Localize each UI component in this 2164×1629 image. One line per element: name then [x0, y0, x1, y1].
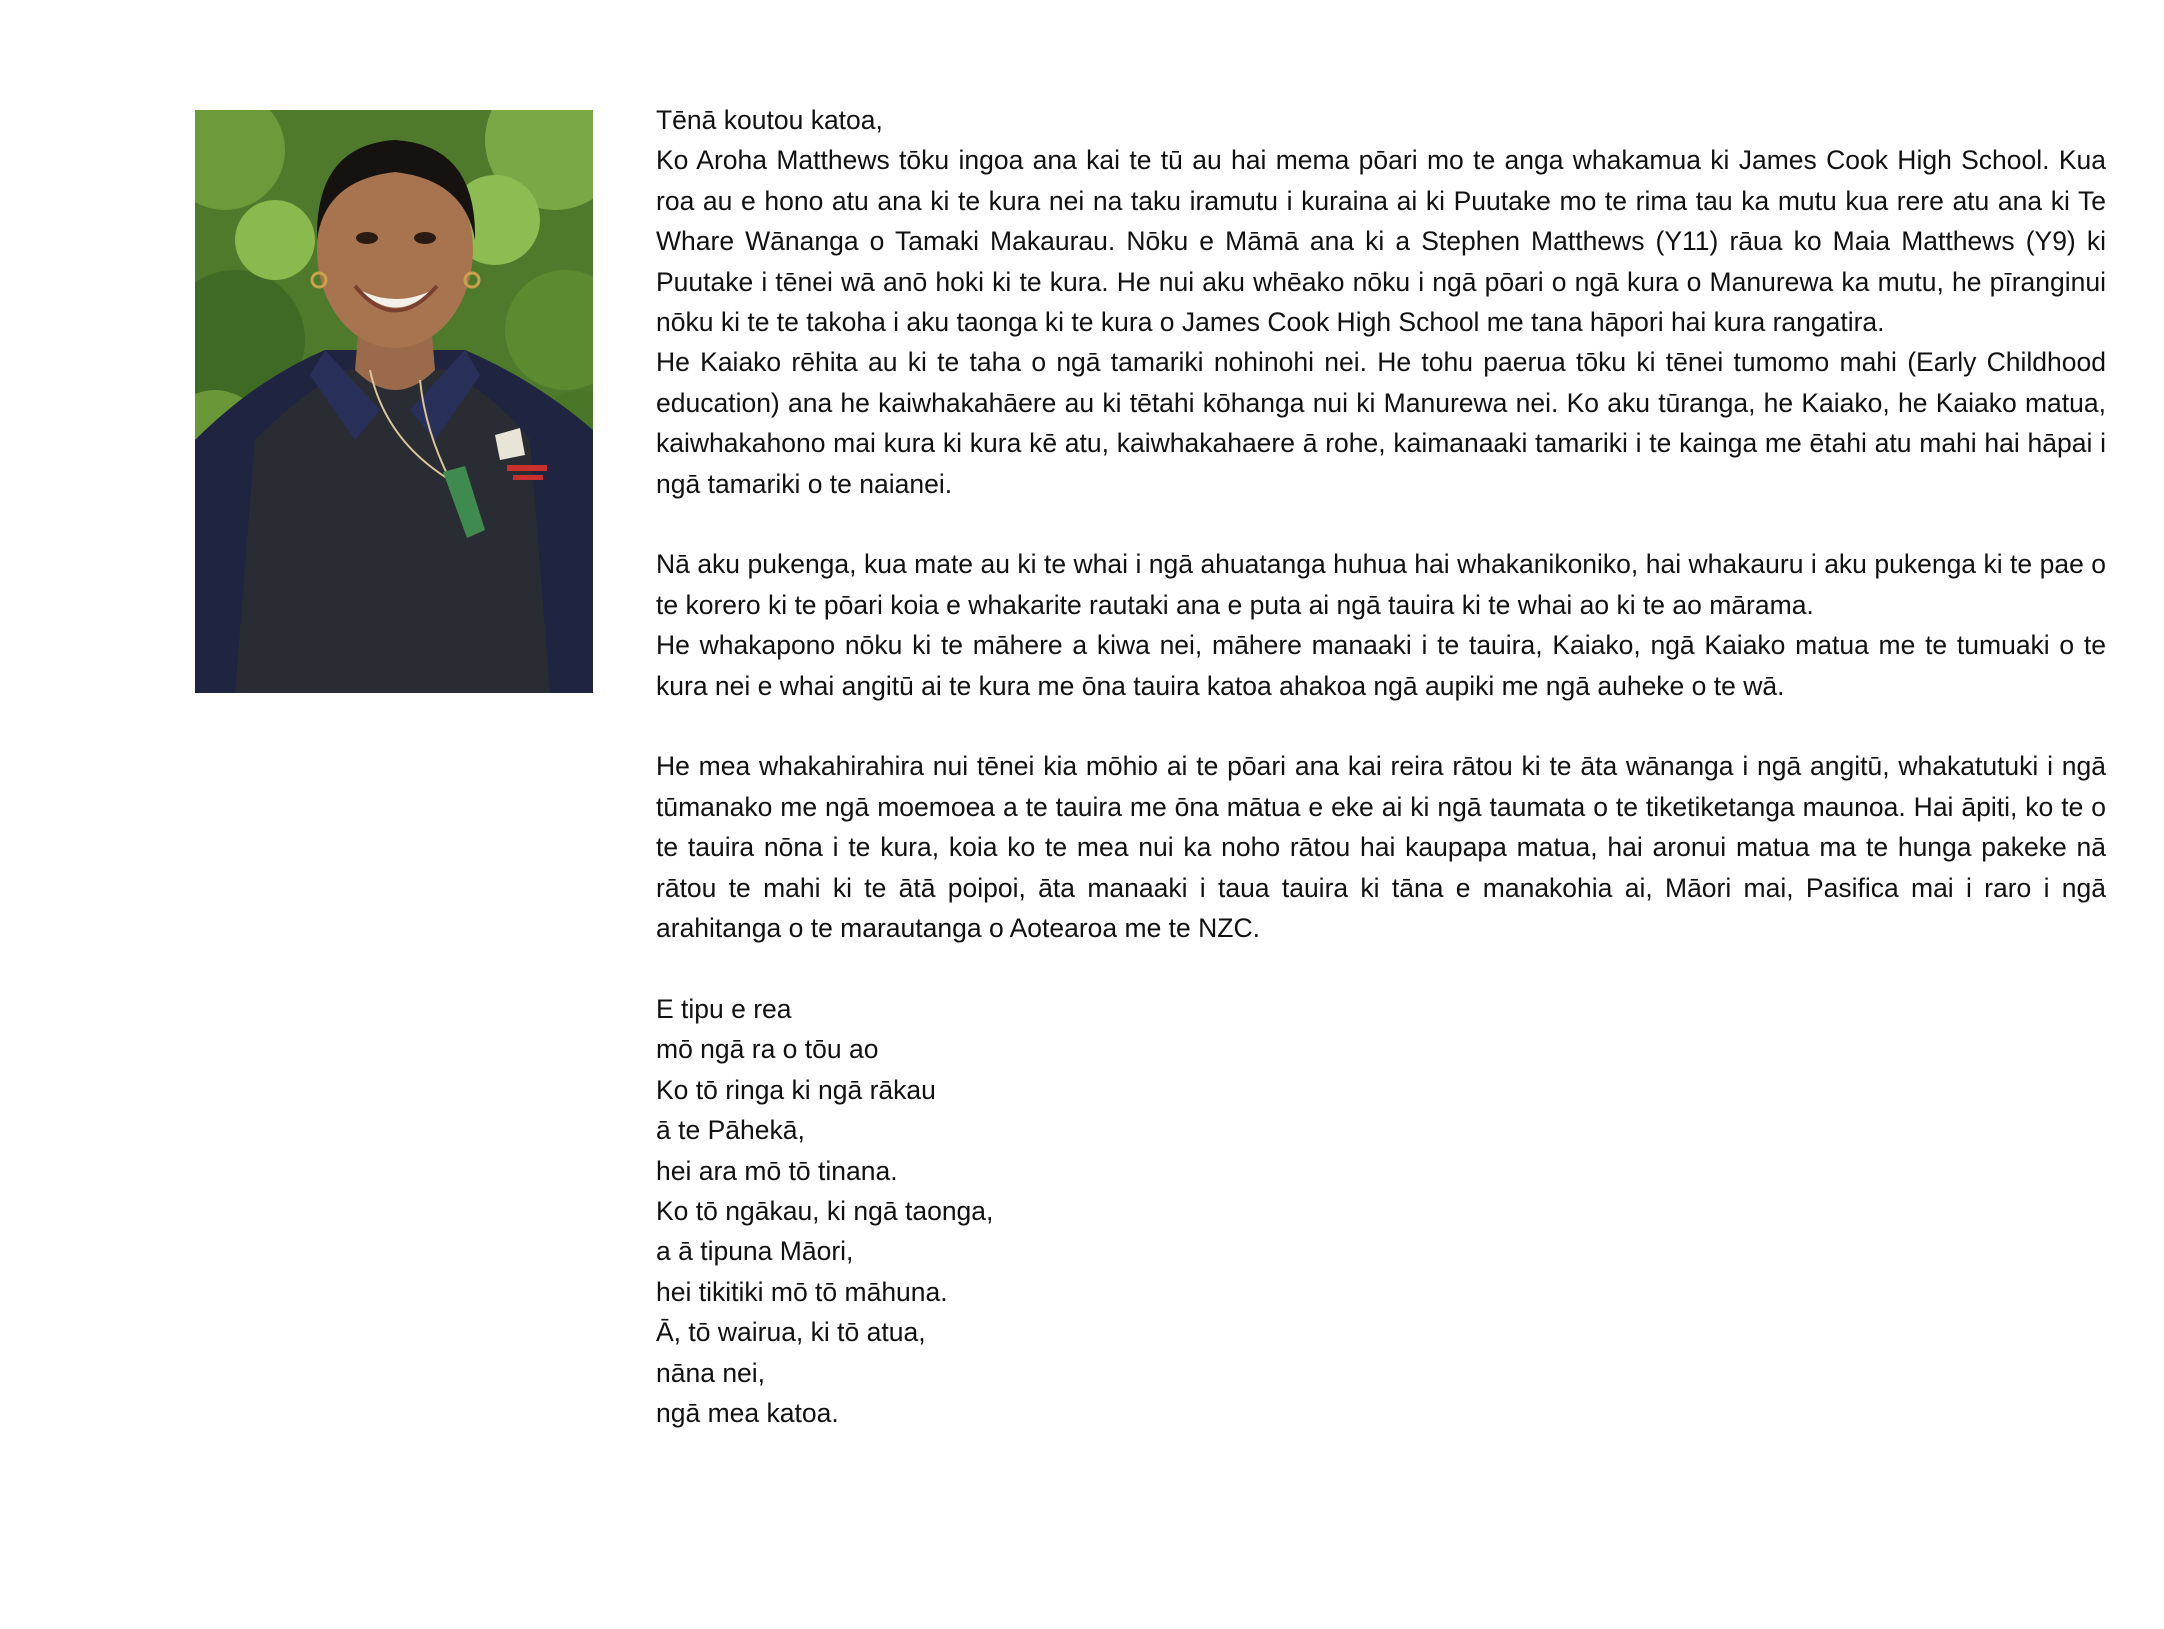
poem — [656, 989, 2106, 1433]
greeting: Tēnā koutou katoa, — [656, 105, 883, 135]
paragraph-belief: He whakapono nōku ki te māhere a kiwa nei, māhere manaaki i te tauira, Kaiako, ngā Kaiako matua me te tumuaki o te kura nei e whai angitū ai te kura me ōna tauira katoa ahakoa ngā aupiki me ngā auheke o te wā. — [656, 630, 2106, 701]
poem-line: ā te Pāhekā, — [656, 1115, 805, 1146]
poem-line: hei tikitiki mō tō māhuna. — [656, 1276, 948, 1307]
poem-line: Ko tō ngākau, ki ngā taonga, — [656, 1195, 994, 1226]
letter-body — [656, 100, 2106, 1433]
poem-line: ngā mea katoa. — [656, 1397, 839, 1428]
paragraph-experience: He Kaiako rēhita au ki te taha o ngā tamariki nohinohi nei. He tohu paerua tōku ki tēnei tumomo mahi (Early Childhood education) ana he kaiwhakahāere au ki tētahi kōhanga nui ki Manurewa nei. Ko aku tūranga, he Kaiako, he Kaiako matua, kaiwhakahono mai kura ki kura kē atu, kaiwhakahaere ā rohe, kaimanaaki tamariki i te kainga me ētahi atu mahi hai hāpai i ngā tamariki o te naianei. — [656, 347, 2106, 499]
poem-line: Ko tō ringa ki ngā rākau — [656, 1074, 936, 1105]
paragraph-skills: Nā aku pukenga, kua mate au ki te whai i ngā ahuatanga huhua hai whakanikoniko, hai whakauru i aku pukenga ki te pae o te korero ki te pōari koia e whakarite rautaki ana e puta ai ngā tauira ki te whai ao ki te ao mārama. — [656, 549, 2106, 620]
poem-line: Ā, tō wairua, ki tō atua, — [656, 1317, 926, 1348]
portrait-illustration — [195, 110, 593, 693]
paragraph-introduction: Ko Aroha Matthews tōku ingoa ana kai te tū au hai mema pōari mo te anga whakamua ki James Cook High School. Kua roa au e hono atu ana ki te kura nei na taku iramutu i kuraina ai ki Puutake mo te rima tau ka mutu kua rere atu ana ki Te Whare Wānanga o Tamaki Makaurau. Nōku e Māmā ana ki a Stephen Matthews (Y11) rāua ko Maia Matthews (Y9) ki Puutake i tēnei wā anō hoki ki te kura. He nui aku whēako nōku i ngā pōari o ngā kura o Manurewa ka mutu, he pīranginui nōku ki te te takoha i aku taonga ki te kura o James Cook High School me tana hāpori hai kura rangatira. — [656, 145, 2106, 338]
poem-line: nāna nei, — [656, 1357, 766, 1388]
poem-line: E tipu e rea — [656, 993, 792, 1024]
poem-line: hei ara mō tō tinana. — [656, 1155, 898, 1186]
paragraph-priorities: He mea whakahirahira nui tēnei kia mōhio ai te pōari ana kai reira rātou ki te āta wānanga i ngā angitū, whakatutuki i ngā tūmanako me ngā moemoea a te tauira me ōna mātua e eke ai ki ngā taumata o te tiketiketanga maunoa. Hai āpiti, ko te o te tauira nōna i te kura, koia ko te mea nui ka noho rātou hai kaupapa matua, hai aronui matua ma te hunga pakeke nā rātou te mahi ki te ātā poipoi, āta manaaki i taua tauira ki tāna e manakohia ai, Māori mai, Pasifica mai i raro i ngā arahitanga o te marautanga o Aotearoa me te NZC. — [656, 751, 2106, 944]
portrait-photo — [195, 110, 593, 693]
poem-line: a ā tipuna Māori, — [656, 1236, 854, 1267]
poem-line: mō ngā ra o tōu ao — [656, 1034, 879, 1065]
